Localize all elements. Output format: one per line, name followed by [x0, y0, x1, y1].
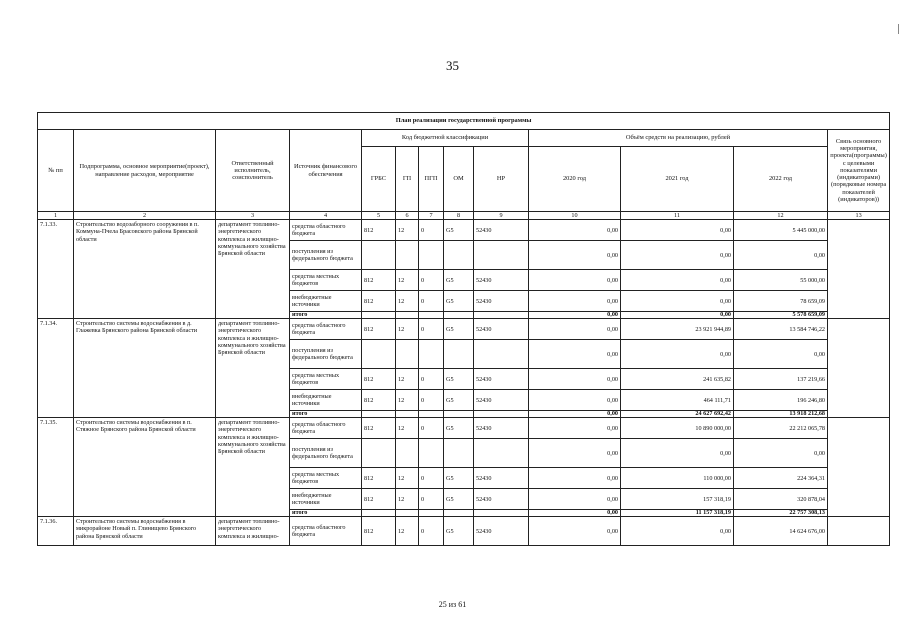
indicator-link-cell: [828, 517, 890, 546]
grbs-cell: 812: [362, 319, 396, 340]
value-2022: 0,00: [734, 340, 828, 369]
pgp-cell: 0: [419, 390, 444, 411]
om-cell: G5: [444, 468, 474, 489]
pgp-cell: [419, 241, 444, 270]
grbs-cell: [362, 312, 396, 319]
column-number: 4: [290, 212, 362, 220]
total-value-2020: 0,00: [529, 411, 621, 418]
om-cell: G5: [444, 390, 474, 411]
column-number: 13: [828, 212, 890, 220]
item-name: Строительство системы водоснабжения в микрорайоне Новый п. Глинищево Брянского района Брянской области: [74, 517, 216, 546]
value-2021: 157 318,19: [621, 489, 734, 510]
value-2020: 0,00: [529, 439, 621, 468]
value-2021: 241 635,82: [621, 369, 734, 390]
header-grbs: ГРБС: [362, 147, 396, 212]
nr-cell: [474, 411, 529, 418]
om-cell: [444, 312, 474, 319]
pgp-cell: 0: [419, 468, 444, 489]
gp-cell: 12: [396, 220, 419, 241]
gp-cell: 12: [396, 369, 419, 390]
grbs-cell: 812: [362, 390, 396, 411]
funding-source: внебюджетные источники: [290, 291, 362, 312]
funding-source: средства областного бюджета: [290, 517, 362, 546]
indicator-link-cell: [828, 418, 890, 517]
grbs-cell: 812: [362, 369, 396, 390]
value-2021: 10 890 000,00: [621, 418, 734, 439]
table-row: [38, 220, 890, 241]
pgp-cell: 0: [419, 489, 444, 510]
om-cell: [444, 439, 474, 468]
item-executor: департамент топливно-энергетического комплекса и жилищно-: [216, 517, 290, 546]
grbs-cell: 812: [362, 291, 396, 312]
value-2022: 196 246,80: [734, 390, 828, 411]
item-number: 7.1.33.: [38, 220, 74, 319]
total-value-2021: 24 627 692,42: [621, 411, 734, 418]
gp-cell: [396, 241, 419, 270]
gp-cell: 12: [396, 468, 419, 489]
grbs-cell: [362, 439, 396, 468]
value-2021: 0,00: [621, 340, 734, 369]
total-value-2022: 22 757 308,13: [734, 510, 828, 517]
nr-cell: [474, 439, 529, 468]
nr-cell: [474, 312, 529, 319]
item-name: Строительство водозаборного сооружения в п. Коммуна-Пчела Брасовского района Брянской области: [74, 220, 216, 319]
value-2020: 0,00: [529, 241, 621, 270]
value-2021: 464 111,71: [621, 390, 734, 411]
gp-cell: 12: [396, 291, 419, 312]
om-cell: [444, 510, 474, 517]
indicator-link-cell: [828, 220, 890, 319]
grbs-cell: [362, 411, 396, 418]
gp-cell: 12: [396, 270, 419, 291]
om-cell: G5: [444, 291, 474, 312]
funding-source: поступления из федерального бюджета: [290, 439, 362, 468]
pgp-cell: 0: [419, 319, 444, 340]
om-cell: G5: [444, 517, 474, 546]
value-2020: 0,00: [529, 418, 621, 439]
item-name: Строительство системы водоснабжения в п. Стяжное Брянского района Брянской области: [74, 418, 216, 517]
header-num: № пп: [38, 130, 74, 212]
grbs-cell: [362, 241, 396, 270]
nr-cell: 52430: [474, 390, 529, 411]
grbs-cell: 812: [362, 270, 396, 291]
pgp-cell: 0: [419, 220, 444, 241]
total-label: итого: [290, 510, 362, 517]
total-value-2020: 0,00: [529, 312, 621, 319]
om-cell: [444, 411, 474, 418]
table-title: План реализации государственной программы: [38, 113, 890, 130]
table-row: [38, 319, 890, 340]
header-2021: 2021 год: [621, 147, 734, 212]
value-2020: 0,00: [529, 220, 621, 241]
nr-cell: [474, 510, 529, 517]
column-number: 3: [216, 212, 290, 220]
nr-cell: 52430: [474, 489, 529, 510]
value-2021: 0,00: [621, 439, 734, 468]
om-cell: G5: [444, 418, 474, 439]
pgp-cell: [419, 312, 444, 319]
header-nr: НР: [474, 147, 529, 212]
om-cell: G5: [444, 270, 474, 291]
value-2020: 0,00: [529, 319, 621, 340]
value-2022: 55 000,00: [734, 270, 828, 291]
om-cell: G5: [444, 489, 474, 510]
grbs-cell: 812: [362, 517, 396, 546]
page-number: 35: [446, 58, 459, 73]
gp-cell: [396, 510, 419, 517]
header-pgp: ПГП: [419, 147, 444, 212]
column-number: 8: [444, 212, 474, 220]
total-label: итого: [290, 312, 362, 319]
value-2020: 0,00: [529, 270, 621, 291]
funding-source: средства местных бюджетов: [290, 468, 362, 489]
value-2022: 224 364,31: [734, 468, 828, 489]
value-2020: 0,00: [529, 291, 621, 312]
value-2020: 0,00: [529, 369, 621, 390]
value-2022: 137 219,66: [734, 369, 828, 390]
grbs-cell: [362, 510, 396, 517]
nr-cell: 52430: [474, 468, 529, 489]
value-2022: 13 584 746,22: [734, 319, 828, 340]
om-cell: G5: [444, 319, 474, 340]
nr-cell: [474, 241, 529, 270]
nr-cell: 52430: [474, 270, 529, 291]
om-cell: G5: [444, 369, 474, 390]
funding-source: поступления из федерального бюджета: [290, 340, 362, 369]
nr-cell: 52430: [474, 291, 529, 312]
header-name: Подпрограмма, основное мероприятие(проект), направление расходов, мероприятие: [74, 130, 216, 212]
gp-cell: [396, 439, 419, 468]
nr-cell: 52430: [474, 418, 529, 439]
column-number: 12: [734, 212, 828, 220]
grbs-cell: 812: [362, 418, 396, 439]
value-2022: 320 878,04: [734, 489, 828, 510]
nr-cell: [474, 340, 529, 369]
program-plan-table: [37, 112, 890, 546]
total-value-2020: 0,00: [529, 510, 621, 517]
pgp-cell: 0: [419, 291, 444, 312]
item-number: 7.1.34.: [38, 319, 74, 418]
item-executor: департамент топливно-энергетического комплекса и жилищно-коммунального хозяйства Брянской области: [216, 319, 290, 418]
table-row: [38, 418, 890, 439]
value-2021: 23 921 944,89: [621, 319, 734, 340]
header-volume: Объём средств на реализацию, рублей: [529, 130, 828, 147]
value-2021: 0,00: [621, 270, 734, 291]
gp-cell: [396, 411, 419, 418]
grbs-cell: 812: [362, 220, 396, 241]
pgp-cell: [419, 340, 444, 369]
pgp-cell: [419, 411, 444, 418]
header-2022: 2022 год: [734, 147, 828, 212]
item-executor: департамент топливно-энергетического комплекса и жилищно-коммунального хозяйства Брянской области: [216, 220, 290, 319]
value-2020: 0,00: [529, 468, 621, 489]
gp-cell: 12: [396, 489, 419, 510]
pgp-cell: 0: [419, 270, 444, 291]
gp-cell: 12: [396, 319, 419, 340]
value-2022: 0,00: [734, 439, 828, 468]
funding-source: средства областного бюджета: [290, 220, 362, 241]
item-executor: департамент топливно-энергетического комплекса и жилищно-коммунального хозяйства Брянской области: [216, 418, 290, 517]
funding-source: внебюджетные источники: [290, 489, 362, 510]
header-om: ОМ: [444, 147, 474, 212]
gp-cell: 12: [396, 418, 419, 439]
value-2021: 0,00: [621, 220, 734, 241]
column-number: 1: [38, 212, 74, 220]
om-cell: [444, 241, 474, 270]
grbs-cell: 812: [362, 468, 396, 489]
pgp-cell: [419, 510, 444, 517]
column-number-row: [38, 212, 890, 220]
nr-cell: 52430: [474, 220, 529, 241]
om-cell: [444, 340, 474, 369]
column-number: 11: [621, 212, 734, 220]
grbs-cell: 812: [362, 489, 396, 510]
funding-source: средства местных бюджетов: [290, 270, 362, 291]
value-2022: 14 624 676,00: [734, 517, 828, 546]
om-cell: G5: [444, 220, 474, 241]
pgp-cell: [419, 439, 444, 468]
funding-source: поступления из федерального бюджета: [290, 241, 362, 270]
header-source: Источник финансового обеспечения: [290, 130, 362, 212]
column-number: 5: [362, 212, 396, 220]
header-executor: Ответственный исполнитель, соисполнитель: [216, 130, 290, 212]
total-value-2022: 5 578 659,09: [734, 312, 828, 319]
value-2021: 0,00: [621, 241, 734, 270]
total-value-2021: 0,00: [621, 312, 734, 319]
item-number: 7.1.35.: [38, 418, 74, 517]
value-2022: 22 212 065,78: [734, 418, 828, 439]
column-number: 7: [419, 212, 444, 220]
value-2021: 0,00: [621, 291, 734, 312]
value-2020: 0,00: [529, 517, 621, 546]
scan-mark: [898, 24, 899, 34]
pgp-cell: 0: [419, 517, 444, 546]
gp-cell: 12: [396, 517, 419, 546]
pgp-cell: 0: [419, 418, 444, 439]
value-2020: 0,00: [529, 340, 621, 369]
value-2022: 0,00: [734, 241, 828, 270]
nr-cell: 52430: [474, 517, 529, 546]
value-2021: 0,00: [621, 517, 734, 546]
column-number: 10: [529, 212, 621, 220]
gp-cell: [396, 340, 419, 369]
total-label: итого: [290, 411, 362, 418]
funding-source: средства местных бюджетов: [290, 369, 362, 390]
item-name: Строительство системы водоснабжения в д. Глажевка Брянского района Брянской области: [74, 319, 216, 418]
funding-source: средства областного бюджета: [290, 418, 362, 439]
indicator-link-cell: [828, 319, 890, 418]
header-2020: 2020 год: [529, 147, 621, 212]
value-2020: 0,00: [529, 390, 621, 411]
value-2022: 78 659,09: [734, 291, 828, 312]
total-value-2022: 13 918 212,68: [734, 411, 828, 418]
funding-source: внебюджетные источники: [290, 390, 362, 411]
column-number: 2: [74, 212, 216, 220]
nr-cell: 52430: [474, 369, 529, 390]
page-footer: 25 из 61: [438, 600, 467, 609]
pgp-cell: 0: [419, 369, 444, 390]
total-value-2021: 11 157 318,19: [621, 510, 734, 517]
value-2020: 0,00: [529, 489, 621, 510]
table-row: [38, 517, 890, 546]
gp-cell: [396, 312, 419, 319]
funding-source: средства областного бюджета: [290, 319, 362, 340]
value-2021: 110 000,00: [621, 468, 734, 489]
header-budget-code: Код бюджетной классификации: [362, 130, 529, 147]
column-number: 9: [474, 212, 529, 220]
nr-cell: 52430: [474, 319, 529, 340]
item-number: 7.1.36.: [38, 517, 74, 546]
header-link: Связь основного мероприятия, проекта(программы) с целевыми показателями (индикаторами) (порядковые номера показателей (индикаторов)): [828, 130, 890, 212]
header-gp: ГП: [396, 147, 419, 212]
column-number: 6: [396, 212, 419, 220]
grbs-cell: [362, 340, 396, 369]
gp-cell: 12: [396, 390, 419, 411]
value-2022: 5 445 000,00: [734, 220, 828, 241]
